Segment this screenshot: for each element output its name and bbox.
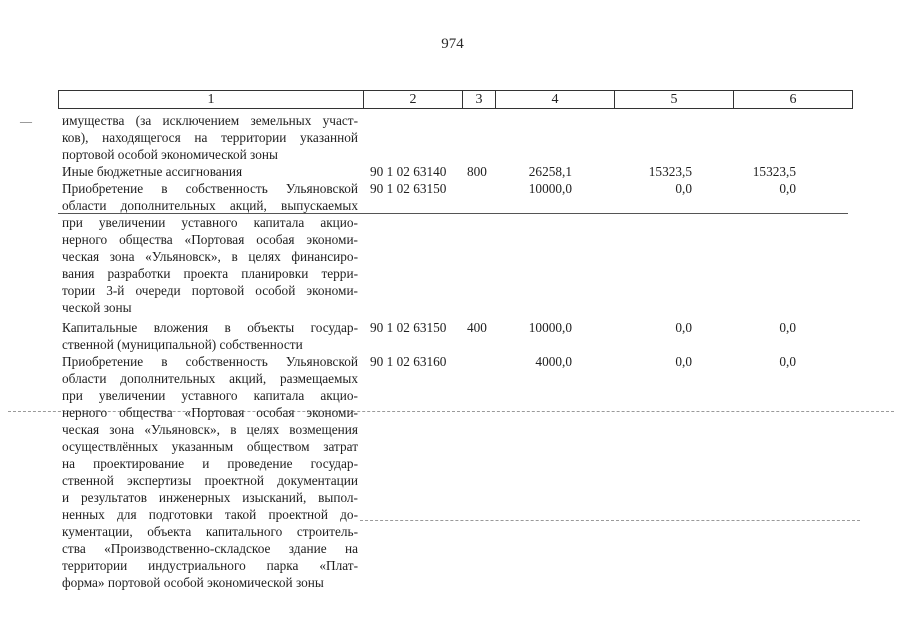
- description-line: ческой зоны: [62, 300, 132, 315]
- description-line: ства «Производственно-складское здание на: [62, 541, 358, 556]
- description-line: ческая зона «Ульяновск», в целях возмещения: [62, 422, 358, 437]
- description-line: при увеличении уставного капитала акцио-: [62, 215, 358, 230]
- description-line: на проектирование и проведение государ-: [62, 456, 358, 471]
- dash-mark: —: [20, 114, 32, 128]
- description-line: ственной экспертизы проектной документации: [62, 473, 358, 488]
- column-header-table: [58, 90, 853, 109]
- description-line: Приобретение в собственность Ульяновской: [62, 354, 358, 369]
- description-line: при увеличении уставного капитала акцио-: [62, 388, 358, 403]
- value-col6: 0,0: [779, 354, 796, 369]
- description-line: области дополнительных акций, выпускаемых: [62, 198, 358, 213]
- row-description: [62, 112, 358, 163]
- value-col4: 10000,0: [528, 320, 572, 335]
- column-header-6: 6: [734, 91, 853, 109]
- description-line: области дополнительных акций, размещаемых: [62, 371, 358, 386]
- value-col6: 0,0: [779, 320, 796, 335]
- page-number: 974: [441, 36, 464, 52]
- description-line: Иные бюджетные ассигнования: [62, 164, 243, 179]
- budget-code: 90 1 02 63150: [370, 320, 447, 335]
- budget-code: 90 1 02 63150: [370, 181, 447, 196]
- value-col6: 15323,5: [752, 164, 796, 179]
- budget-code: 90 1 02 63160: [370, 354, 447, 369]
- description-line: вания разработки проекта планировки терри-: [62, 266, 358, 281]
- description-line: ков), находящегося на территории указанной: [62, 130, 358, 145]
- description-line: Приобретение в собственность Ульяновской: [62, 181, 358, 196]
- description-line: форма» портовой особой экономической зоны: [62, 575, 324, 590]
- expense-type: 800: [467, 164, 487, 179]
- value-col4: 4000,0: [535, 354, 572, 369]
- value-col6: 0,0: [779, 181, 796, 196]
- description-line: и результатов инженерных изысканий, выпол-: [62, 490, 358, 505]
- column-header-5: 5: [615, 91, 734, 109]
- budget-code: 90 1 02 63140: [370, 164, 447, 179]
- description-line: имущества (за исключением земельных участ-: [62, 113, 358, 128]
- description-line: ненных для подготовки такой проектной до-: [62, 507, 358, 522]
- value-col4: 26258,1: [528, 164, 572, 179]
- description-line: нерного общества «Портовая особая экономи-: [62, 405, 358, 420]
- row-description: [62, 319, 358, 353]
- column-header-row: [59, 91, 853, 109]
- description-line: кументации, объекта капитального строитель-: [62, 524, 358, 539]
- row-description: [62, 163, 358, 180]
- column-header-2: 2: [364, 91, 463, 109]
- column-header-3: 3: [463, 91, 496, 109]
- description-line: Капитальные вложения в объекты государ-: [62, 320, 358, 335]
- description-line: портовой особой экономической зоны: [62, 147, 278, 162]
- expense-type: 400: [467, 320, 487, 335]
- value-col5: 0,0: [675, 181, 692, 196]
- column-header-1: 1: [59, 91, 364, 109]
- description-line: территории индустриального парка «Плат-: [62, 558, 358, 573]
- value-col5: 0,0: [675, 320, 692, 335]
- description-line: тории 3-й очереди портовой особой экономи-: [62, 283, 358, 298]
- column-header-4: 4: [496, 91, 615, 109]
- description-line: нерного общества «Портовая особая экономи-: [62, 232, 358, 247]
- description-line: ственной (муниципальной) собственности: [62, 337, 303, 352]
- description-line: ческая зона «Ульяновск», в целях финансиро-: [62, 249, 358, 264]
- value-col5: 0,0: [675, 354, 692, 369]
- row-description: [62, 180, 358, 316]
- value-col4: 10000,0: [528, 181, 572, 196]
- description-line: осуществлённых указанным обществом затрат: [62, 439, 358, 454]
- scan-line: [360, 520, 860, 521]
- value-col5: 15323,5: [648, 164, 692, 179]
- row-description: [62, 353, 358, 591]
